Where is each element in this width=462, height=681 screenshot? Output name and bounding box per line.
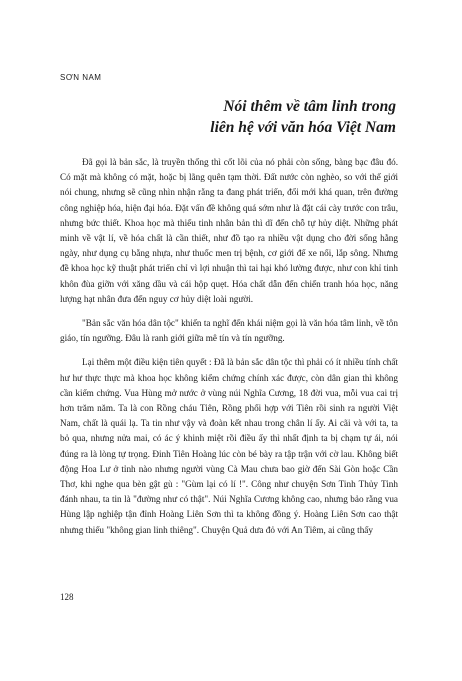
article-body [60, 155, 398, 547]
title-line-2: liên hệ với văn hóa Việt Nam [210, 119, 396, 136]
paragraph-1: Đã gọi là bản sắc, là truyền thống thì cốt lõi của nó phải còn sống, bàng bạc đâu đó. Có mặt mà không có mặt, hoặc bị lãng quên tạm thời. Đất nước còn nghèo, so với thế giới nói chung, nhưng sẽ cũng nhìn nhận rằng ta đang phát triển, đổi mới khá quan, trên đường công nghiệp hóa, hiện đại hóa. Đặt vấn đề không quá sớm như là đặt cái cày trước con trâu, nhưng bức thiết. Khoa học mà thiếu tinh nhân bản thì dĩ đến chỗ tự hủy diệt. Những phát minh về vật lí, về hóa chất là cần thiết, như đồ tạo ra nhiều vật dụng cho đời sống hằng ngày, như dụng cụ bằng nhựa, như thuốc men trị bệnh, cơ giới để xe nổi, lắp sông. Nhưng đề khoa học kỹ thuật phát triển chỉ vì lợi nhuận thì tai hại khó lường được, như con khỉ tinh khôn đùa giỡn với xăng dầu và cái hộp quẹt. Hóa chất dẫn đến chiến tranh hóa học, năng lượng hạt nhân đưa đến nguy cơ hủy diệt loài người. [60, 157, 398, 304]
page-number: 128 [60, 592, 74, 602]
paragraph-3: Lại thêm một điều kiện tiên quyết : Đã là bản sắc dân tộc thì phải có ít nhiều tính chất hư hư thực thực mà khoa học không kiểm chứng chính xác được, còn dân gian thì không cần kiểm chứng. Vua Hùng mở nước ở vùng núi Nghĩa Cương, 18 đời vua, mỗi vua cai trị hơn trăm năm. Ta là con Rồng cháu Tiên, Rồng phối hợp với Tiên rồi sinh ra người Việt Nam, chất là quái lạ. Ta tin như vậy và đoàn kết nhau trong chân lí ấy. Ai cãi và với ta, ta bỏ qua, nhưng nửa mai, có ác ý khinh miệt rồi điều ấy thì nhất định ta bị chạm tự ái, nói đúng ra là lòng tự trọng. Đinh Tiên Hoàng lúc còn bé bày ra tập trận với cờ lau. Không biết động Hoa Lư ở tỉnh nào nhưng người vùng Cà Mau chưa bao giờ đến Sài Gòn hoặc Cần Thơ, khi nghe qua bèn gật gù : "Gùm lại có lí !". Công như chuyện Sơn Tinh Thủy Tinh đánh nhau, ta tin là "đường như có thật". Núi Nghĩa Cương không cao, nhưng bảo rằng vua Hùng lập nghiệp tận đỉnh Hoàng Liên Sơn thì ta không đồng ý. Hoàng Liên Sơn cao thật nhưng thiếu "không gian linh thiêng". Chuyện Quả dưa đỏ với An Tiêm, ai cũng thấy [60, 357, 398, 535]
article-title [120, 96, 396, 138]
title-line-1: Nói thêm về tâm linh trong [223, 98, 396, 115]
paragraph-2: "Bản sắc văn hóa dân tộc" khiến ta nghĩ đến khái niệm gọi là văn hóa tâm linh, về tôn giáo, tín ngưỡng. Đâu là ranh giới giữa mê tín và tín ngưỡng. [60, 318, 398, 344]
author-name: SƠN NAM [60, 73, 102, 82]
